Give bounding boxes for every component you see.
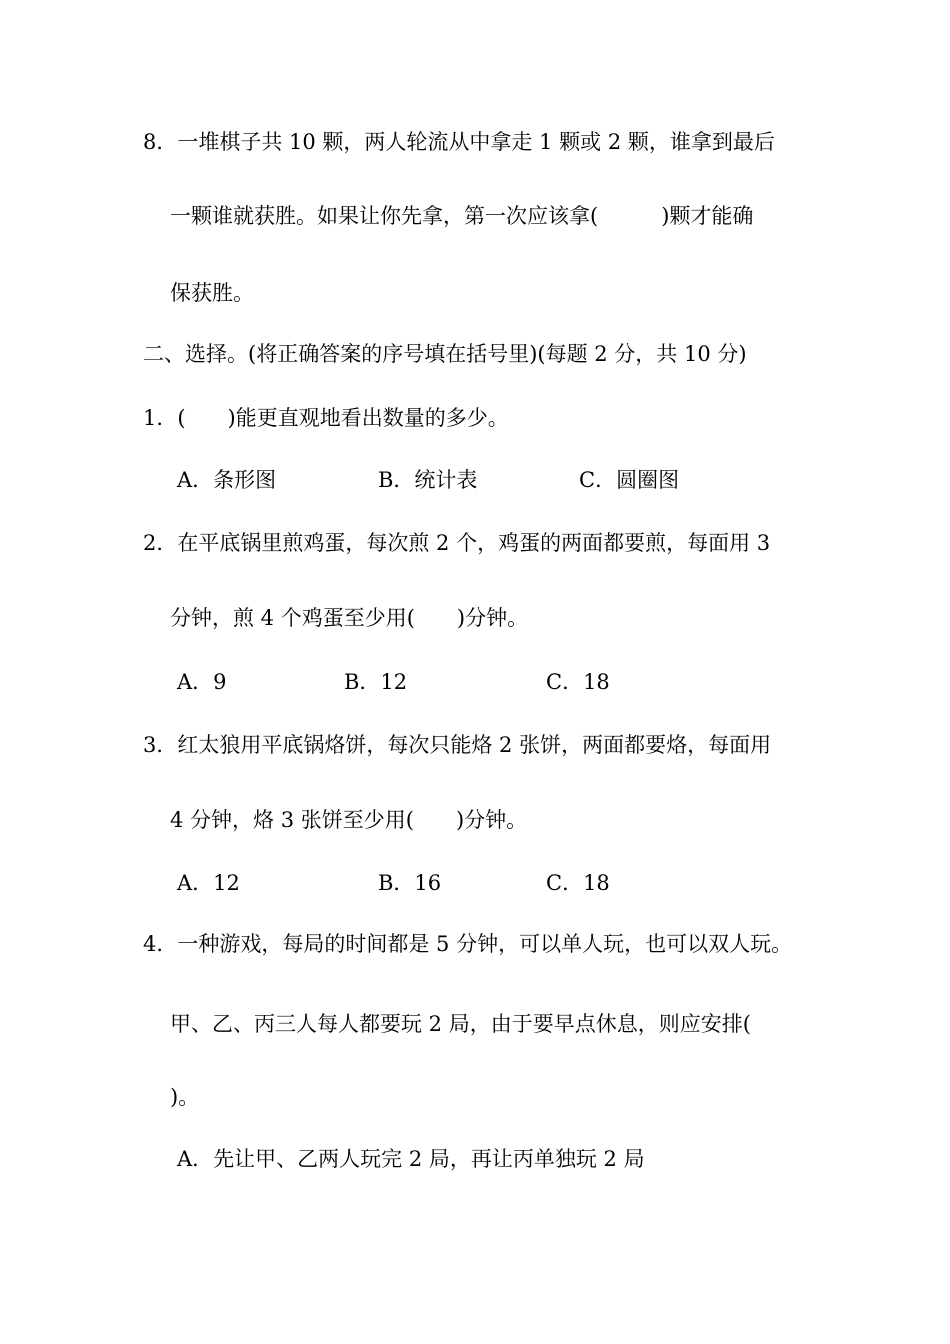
q4-line-2: 甲、乙、丙三人每人都要玩 2 局，由于要早点休息，则应安排( <box>170 1012 751 1036</box>
q8-line-2: 一颗谁就获胜。如果让你先拿，第一次应该拿( )颗才能确 <box>170 204 754 228</box>
q4-option-a: A．先让甲、乙两人玩完 2 局，再让丙单独玩 2 局 <box>177 1147 645 1171</box>
q3-line-1: 3．红太狼用平底锅烙饼，每次只能烙 2 张饼，两面都要烙，每面用 <box>143 733 772 757</box>
q3-line-2: 4 分钟，烙 3 张饼至少用( )分钟。 <box>170 808 528 832</box>
q1-option-c: C．圆圈图 <box>579 468 680 492</box>
q2-line-2: 分钟，煎 4 个鸡蛋至少用( )分钟。 <box>170 606 529 630</box>
q2-line-1: 2．在平底锅里煎鸡蛋，每次煎 2 个，鸡蛋的两面都要煎，每面用 3 <box>143 531 771 555</box>
q3-option-a: A．12 <box>177 871 240 895</box>
section-heading: 二、选择。(将正确答案的序号填在括号里)(每题 2 分，共 10 分) <box>143 342 747 366</box>
q1-option-a: A．条形图 <box>177 468 277 492</box>
q8-line-1: 8．一堆棋子共 10 颗，两人轮流从中拿走 1 颗或 2 颗，谁拿到最后 <box>143 130 775 154</box>
q1-stem: 1．( )能更直观地看出数量的多少。 <box>143 406 509 430</box>
q2-option-b: B．12 <box>344 670 408 694</box>
q4-line-3: )。 <box>170 1085 200 1109</box>
q2-option-a: A．9 <box>177 670 227 694</box>
q8-line-3: 保获胜。 <box>170 281 254 305</box>
q1-option-b: B．统计表 <box>378 468 478 492</box>
q4-line-1: 4．一种游戏，每局的时间都是 5 分钟，可以单人玩，也可以双人玩。 <box>143 932 793 956</box>
q3-option-b: B．16 <box>378 871 442 895</box>
q2-option-c: C．18 <box>546 670 610 694</box>
q3-option-c: C．18 <box>546 871 610 895</box>
